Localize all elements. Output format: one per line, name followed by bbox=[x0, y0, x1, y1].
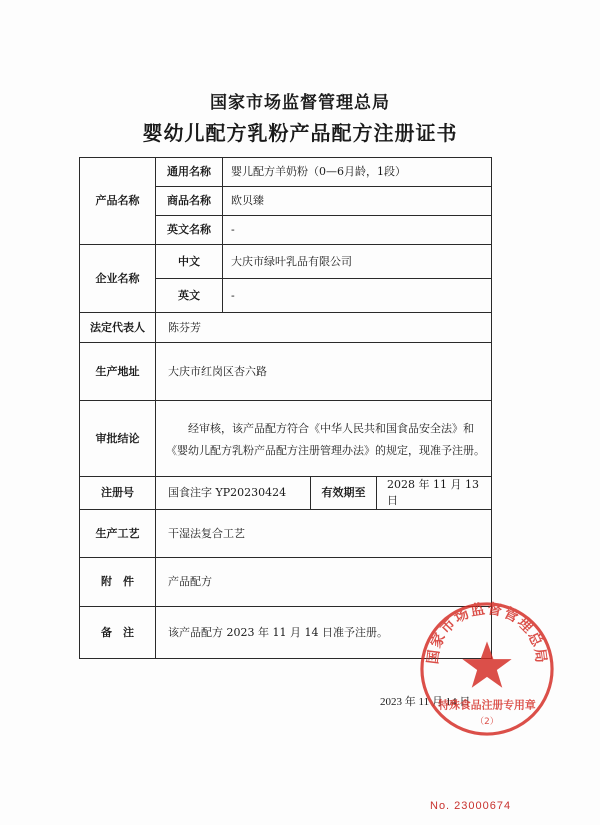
enterprise-cn-value: 大庆市绿叶乳品有限公司 bbox=[231, 254, 352, 268]
production-process-value: 干湿法复合工艺 bbox=[168, 526, 245, 540]
attachment-value: 产品配方 bbox=[168, 575, 212, 588]
approval-conclusion-label: 审批结论 bbox=[95, 431, 140, 445]
product-name-label: 产品名称 bbox=[95, 194, 140, 207]
enterprise-cn-label: 中文 bbox=[178, 254, 200, 268]
issue-date: 2023 年 11 月 14 日 bbox=[380, 696, 471, 708]
production-address-value: 大庆市红岗区杏六路 bbox=[168, 364, 267, 378]
approval-conclusion-text: 经审核，该产品配方符合《中华人民共和国食品安全法》和《婴幼儿配方乳粉产品配方注册管理办法》的规定，现准予注册。 bbox=[166, 422, 485, 457]
legal-rep-value: 陈芬芳 bbox=[168, 320, 201, 334]
attachment-label: 附 件 bbox=[101, 575, 134, 588]
brand-name-value: 欧贝臻 bbox=[231, 194, 264, 207]
production-process-label: 生产工艺 bbox=[95, 526, 140, 540]
generic-name-value: 婴儿配方羊奶粉（0—6月龄，1段） bbox=[231, 165, 406, 178]
brand-name-label: 商品名称 bbox=[167, 194, 211, 207]
legal-rep-label: 法定代表人 bbox=[90, 320, 145, 334]
english-name-label: 英文名称 bbox=[167, 223, 211, 236]
registration-number-label: 注册号 bbox=[101, 486, 134, 499]
issuing-authority: 国家市场监督管理总局 bbox=[210, 93, 390, 113]
serial-number: No. 23000674 bbox=[430, 800, 512, 812]
remarks-label: 备 注 bbox=[101, 625, 134, 639]
english-name-value: - bbox=[231, 223, 235, 236]
certificate-title: 婴幼儿配方乳粉产品配方注册证书 bbox=[142, 121, 458, 145]
official-seal-stamp bbox=[418, 600, 556, 738]
enterprise-en-value: - bbox=[231, 288, 235, 302]
seal-sub-text: 特殊食品注册专用章 bbox=[438, 698, 536, 712]
seal-star-icon bbox=[462, 641, 511, 687]
validity-label: 有效期至 bbox=[321, 486, 366, 499]
seal-number: （2） bbox=[475, 717, 499, 728]
registration-number-value: 国食注字 YP20230424 bbox=[168, 486, 287, 499]
validity-value: 2028 年 11 月 13 日 bbox=[387, 478, 479, 507]
enterprise-en-label: 英文 bbox=[178, 288, 200, 302]
generic-name-label: 通用名称 bbox=[167, 165, 211, 178]
remarks-value: 该产品配方 2023 年 11 月 14 日准予注册。 bbox=[168, 625, 388, 639]
enterprise-name-label: 企业名称 bbox=[95, 271, 140, 285]
seal-arc-text: 国家市场监督管理总局 bbox=[425, 601, 549, 666]
production-address-label: 生产地址 bbox=[95, 364, 140, 378]
